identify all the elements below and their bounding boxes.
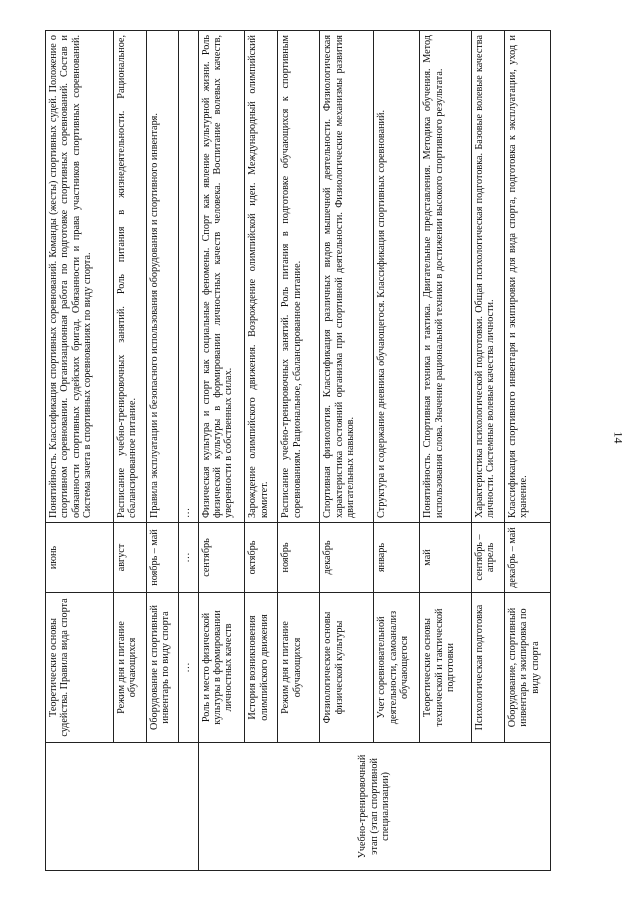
theme-cell: Режим дня и питание обучающихся	[278, 593, 320, 743]
theme-cell: История возникновения олимпийского движения	[245, 593, 278, 743]
month-cell: январь	[374, 523, 420, 593]
content-cell: Понятийность. Классификация спортивных соревнований. Команды (жесты) спортивных судей. Положение о спортивном соревновании. Организационная работа по подготовке спортивных соревнований. Состав и обязанности спортивных судейских бригад. Обязанности и права участников спортивных соревнований. Система зачета в спортивных соревнованиях по виду спорта.	[46, 31, 114, 523]
content-cell: Спортивная физиология. Классификация различных видов мышечной деятельности. Физиологическая характеристика состояний организма при спортивной деятельности. Физиологические механизмы развития двигательных навыков.	[320, 31, 374, 523]
content-cell: Правила эксплуатации и безопасного использования оборудования и спортивного инвентаря.	[146, 31, 179, 523]
month-cell: май	[420, 523, 472, 593]
content-cell: Характеристика психологической подготовки. Общая психологическая подготовка. Базовые волевые качества личности. Системные волевые качества личности.	[472, 31, 505, 523]
month-cell: декабрь – май	[504, 523, 550, 593]
content-cell: Классификация спортивного инвентаря и экипировки для вида спорта, подготовка к эксплуатации, уход и хранение.	[504, 31, 550, 523]
table-row	[198, 31, 245, 871]
theme-cell: Оборудование, спортивный инвентарь и экипировка по виду спорта	[504, 593, 550, 743]
content-cell: Расписание учебно-тренировочных занятий. Роль питания в подготовке обучающихся к спортивным соревнованиям. Рациональное, сбалансированное питание.	[278, 31, 320, 523]
month-cell: …	[179, 523, 198, 593]
table-row	[46, 31, 114, 871]
content-cell: Структура и содержание дневника обучающегося. Классификация спортивных соревнований.	[374, 31, 420, 523]
month-cell: октябрь	[245, 523, 278, 593]
theme-cell: Физиологические основы физической культуры	[320, 593, 374, 743]
theme-cell: Теоретические основы технической и тактической подготовки	[420, 593, 472, 743]
theme-cell: Учет соревновательной деятельности, самоанализ обучающегося	[374, 593, 420, 743]
theme-cell: Психологическая подготовка	[472, 593, 505, 743]
content-cell: Понятийность. Спортивная техника и тактика. Двигательные представления. Методика обучения. Метод использования слова. Значение рациональной техники в достижении высокого спортивного результата.	[420, 31, 472, 523]
theme-cell: …	[179, 593, 198, 743]
theme-cell: Режим дня и питание обучающихся	[114, 593, 147, 743]
month-cell: сентябрь – апрель	[472, 523, 505, 593]
page-number: 14	[611, 431, 626, 444]
content-cell: Расписание учебно-тренировочных занятий. Роль питания в жизнедеятельности. Рациональное, сбалансированное питание.	[114, 31, 147, 523]
table-body	[46, 31, 551, 871]
theme-cell: Теоретические основы судейства. Правила вида спорта	[46, 593, 114, 743]
month-cell: декабрь	[320, 523, 374, 593]
content-cell: Зарождение олимпийского движения. Возрождение олимпийской идеи. Международный олимпийский комитет.	[245, 31, 278, 523]
month-cell: июнь	[46, 523, 114, 593]
theme-cell: Оборудование и спортивный инвентарь по виду спорта	[146, 593, 179, 743]
month-cell: ноябрь	[278, 523, 320, 593]
document-table-container	[45, 31, 551, 871]
month-cell: ноябрь – май	[146, 523, 179, 593]
theme-cell: Роль и место физической культуры в формировании личностных качеств	[198, 593, 245, 743]
content-cell: Физическая культура и спорт как социальные феномены. Спорт как явление культурной жизни. Роль физической культуры в формировании личностных качеств человека. Воспитание волевых качеств, уверенности в собственных силах.	[198, 31, 245, 523]
month-cell: август	[114, 523, 147, 593]
month-cell: сентябрь	[198, 523, 245, 593]
content-cell: …	[179, 31, 198, 523]
period-label: Учебно-тренировочный этап (этап спортивной специализации)	[198, 743, 550, 871]
topics-table	[45, 30, 551, 871]
period-cell-empty	[46, 743, 199, 871]
